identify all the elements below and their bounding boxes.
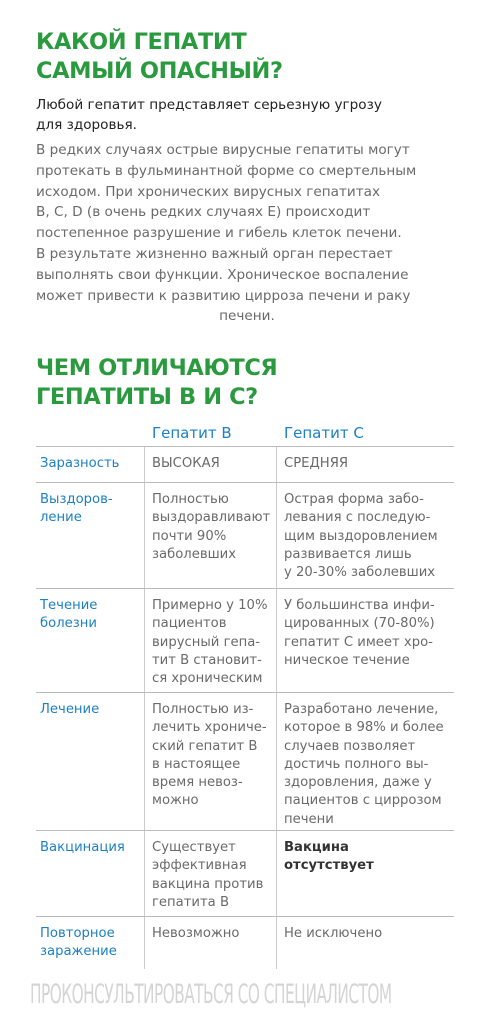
hepatitis-c-cell (284, 597, 435, 670)
hepatitis-b-cell (152, 491, 270, 564)
lead-line: для здоровья. (36, 117, 137, 133)
cell-line: У большинства инфи- (284, 598, 435, 613)
column-divider (144, 917, 145, 969)
section-heading-most-dangerous (36, 28, 283, 86)
cell-line: почти 90% (152, 528, 227, 544)
cell-line: ВЫСОКАЯ (152, 456, 220, 471)
row-label-line: Течение (40, 598, 98, 613)
cell-line: печени (284, 811, 334, 827)
column-divider (144, 693, 145, 831)
row-label (40, 455, 119, 473)
cell-line: вакцина против (152, 876, 264, 892)
row-label-line: Заразность (40, 456, 120, 471)
cell-line: заболевших (152, 546, 237, 562)
body-line: В редких случаях острые вирусные гепатиты могут (36, 142, 410, 158)
column-divider (276, 483, 277, 589)
cell-line: которое в 98% и более (284, 720, 444, 736)
heading-line: ЧЕМ ОТЛИЧАЮТСЯ (36, 355, 278, 381)
row-label (40, 839, 125, 857)
table-row (36, 916, 454, 969)
column-divider (276, 447, 277, 483)
column-divider (276, 693, 277, 831)
cell-line: гепатит С имеет хро- (284, 634, 433, 650)
cell-line: Полностью из- (152, 702, 254, 717)
table-row (36, 588, 454, 693)
cell-line: случаев позволяет (284, 738, 416, 754)
body-line: может привести к развитию цирроза печени и раку (36, 287, 411, 304)
body-line: печени. (219, 308, 275, 325)
body-line: протекать в фульминантной форме со смертельным (36, 162, 417, 179)
hepatitis-c-cell (284, 491, 438, 582)
column-divider (144, 483, 145, 589)
cell-line: можно (152, 793, 199, 809)
cell-line: левания с последую- (284, 510, 431, 526)
row-label-line: Вакцинация (40, 840, 125, 855)
cell-line: эффективная (152, 858, 247, 874)
column-divider (276, 831, 277, 917)
body-line: В результате жизненно важный орган перестает (36, 245, 393, 262)
column-divider (276, 917, 277, 969)
cell-line: вирусный гепа- (152, 634, 261, 650)
body-line: В, С, D (в очень редких случаях Е) происходит (36, 204, 371, 221)
cell-line: лечить хрониче- (152, 720, 267, 736)
cell-line: Острая форма забо- (284, 492, 424, 507)
heading-line: КАКОЙ ГЕПАТИТ (36, 29, 247, 55)
hepatitis-b-cell (152, 839, 263, 912)
cell-line: у 20-30% заболевших (284, 565, 436, 581)
cell-line: здоровления, даже у (284, 775, 432, 791)
body-paragraph (36, 140, 458, 327)
lead-paragraph (36, 95, 456, 135)
row-label-line: Лечение (40, 702, 100, 717)
row-label (40, 925, 117, 962)
consult-specialist-banner: ПРОКОНСУЛЬТИРОВАТЬСЯ СО СПЕЦИАЛИСТОМ (30, 979, 392, 1010)
cell-line: выздоравливают (152, 510, 271, 526)
table-row (36, 482, 454, 589)
column-header-hepatitis-c: Гепатит С (284, 424, 364, 442)
body-line: постепенное разрушение и гибель клеток печени. (36, 225, 402, 242)
heading-line: ГЕПАТИТЫ В И С? (36, 384, 258, 410)
hepatitis-b-cell (152, 701, 267, 811)
hepatitis-c-cell (284, 839, 374, 876)
cell-line: гепатита В (152, 894, 230, 910)
row-label-line: Повторное (40, 926, 115, 941)
row-label-line: заражение (40, 944, 117, 960)
body-line: выполнять свои функции. Хроническое воспаление (36, 266, 409, 283)
cell-line: Не исключено (284, 926, 383, 941)
cell-line: достичь полного вы- (284, 756, 429, 772)
cell-line: в настоящее (152, 756, 241, 772)
cell-line: пациентов (152, 616, 227, 632)
cell-line: Разработано лечение, (284, 702, 439, 717)
table-row (36, 446, 454, 483)
hepatitis-b-cell (152, 455, 220, 473)
hepatitis-c-cell (284, 455, 348, 473)
cell-line: тит В становит- (152, 652, 262, 668)
table-header (36, 420, 454, 446)
column-divider (144, 589, 145, 693)
cell-line: СРЕДНЯЯ (284, 456, 349, 471)
body-line: исходом. При хронических вирусных гепатитах (36, 183, 381, 200)
heading-line: САМЫЙ ОПАСНЫЙ? (36, 58, 283, 84)
hepatitis-c-cell (284, 701, 444, 829)
row-label (40, 491, 113, 528)
hepatitis-b-cell (152, 925, 239, 943)
cell-line: Вакцина (284, 840, 349, 855)
column-divider (144, 447, 145, 483)
column-header-hepatitis-b: Гепатит В (152, 424, 232, 442)
cell-line: ский гепатит В (152, 738, 258, 754)
column-divider (144, 831, 145, 917)
cell-line: Невозможно (152, 926, 240, 941)
hepatitis-b-cell (152, 597, 267, 688)
column-divider (276, 589, 277, 693)
table-row (36, 692, 454, 831)
cell-line: цированных (70-80%) (284, 616, 435, 632)
table-row (36, 830, 454, 917)
cell-line: ся хроническим (152, 671, 263, 687)
cell-line: Существует (152, 840, 236, 855)
hepatitis-c-cell (284, 925, 382, 943)
lead-line: Любой гепатит представляет серьезную угрозу (36, 97, 382, 113)
row-label-line: Выздоров- (40, 492, 113, 507)
cell-line: отсутствует (284, 858, 374, 874)
cell-line: Полностью (152, 492, 229, 507)
row-label-line: ление (40, 510, 82, 526)
cell-line: развивается лишь (284, 546, 412, 562)
row-label (40, 597, 97, 634)
cell-line: ническое течение (284, 652, 410, 668)
section-heading-difference (36, 354, 277, 412)
cell-line: время невоз- (152, 775, 243, 791)
cell-line: щим выздоровлением (284, 528, 438, 544)
cell-line: пациентов с циррозом (284, 793, 442, 809)
row-label (40, 701, 99, 719)
row-label-line: болезни (40, 616, 97, 632)
cell-line: Примерно у 10% (152, 598, 268, 613)
